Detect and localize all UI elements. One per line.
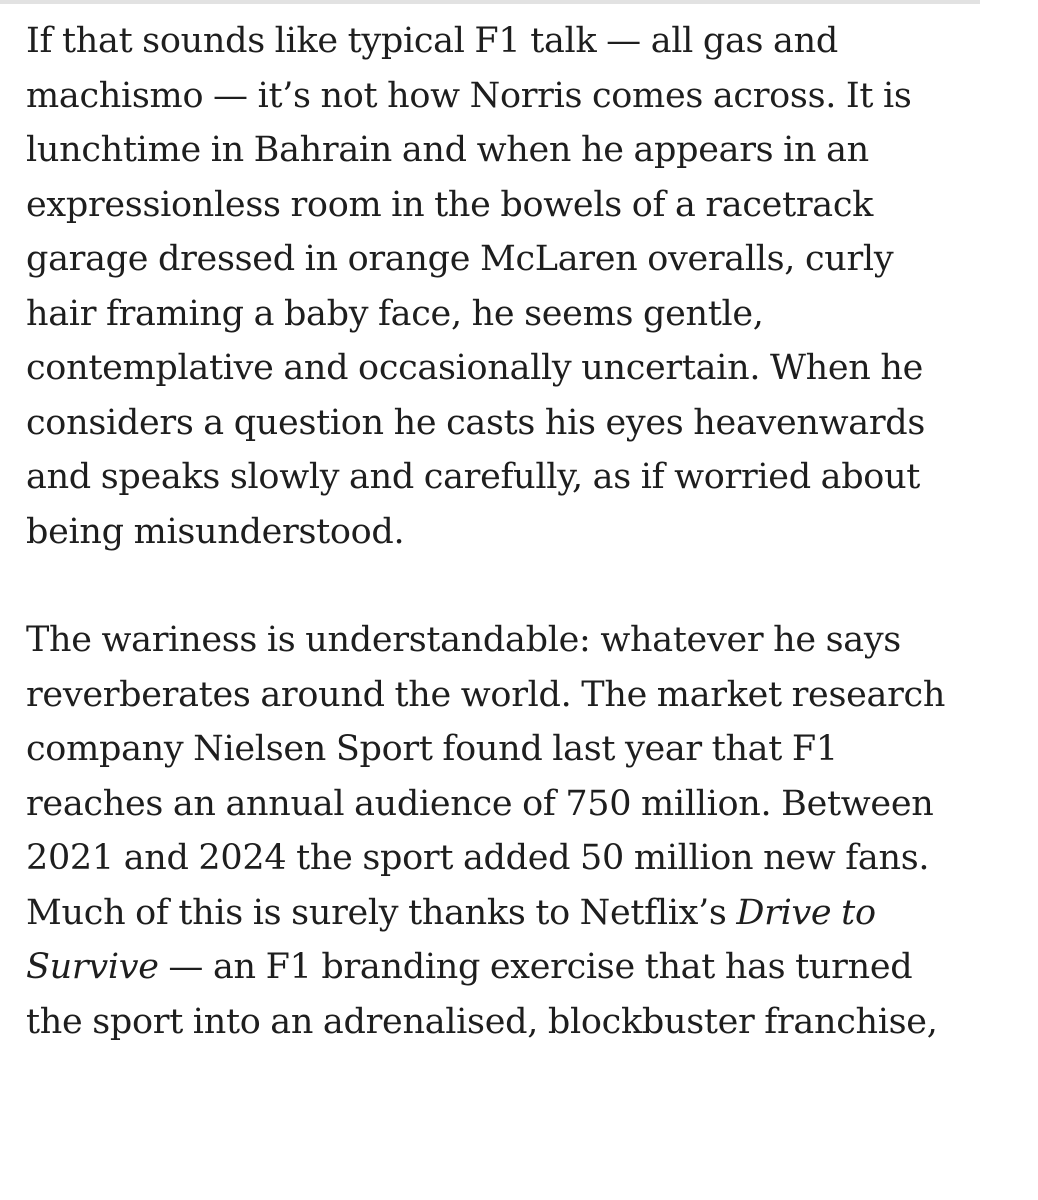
show-title-italic: Drive to — [736, 892, 876, 933]
text-line: considers a question he casts his eyes heavenwards — [26, 402, 926, 443]
text-line: The wariness is understandable: whatever he says — [26, 620, 901, 660]
text-line: reverberates around the world. The market research — [26, 674, 946, 715]
paragraph-f1-audience — [26, 613, 1026, 1049]
text-line: 2021 and 2024 the sport added 50 million new fans. — [26, 838, 930, 878]
text-line: contemplative and occasionally uncertain. When he — [26, 348, 924, 388]
show-title-italic: Survive — [26, 947, 159, 987]
text-line: expressionless room in the bowels of a racetrack — [26, 184, 874, 225]
text-line: reaches an annual audience of 750 million. Between — [26, 783, 934, 824]
text-line: lunchtime in Bahrain and when he appears in an — [26, 130, 869, 170]
article-body — [26, 14, 1026, 1049]
text-line — [26, 940, 1026, 995]
text-run: — an F1 branding exercise that has turned — [158, 947, 913, 987]
text-line: If that sounds like typical F1 talk — all gas and — [26, 21, 838, 61]
top-divider — [0, 0, 980, 4]
text-line: machismo — it’s not how Norris comes across. It is — [26, 75, 912, 116]
paragraph-norris-description — [26, 14, 1026, 559]
text-line: and speaks slowly and carefully, as if worried about — [26, 457, 921, 497]
text-line: company Nielsen Sport found last year that F1 — [26, 729, 838, 769]
text-run: Much of this is surely thanks to Netflix’s — [26, 892, 737, 933]
text-line: the sport into an adrenalised, blockbuster franchise, — [26, 1001, 938, 1042]
paragraph-spacing — [26, 559, 1026, 613]
text-line — [26, 886, 1026, 941]
text-line: garage dressed in orange McLaren overalls, curly — [26, 239, 894, 279]
text-line: being misunderstood. — [26, 511, 405, 552]
text-line: hair framing a baby face, he seems gentle, — [26, 293, 764, 334]
